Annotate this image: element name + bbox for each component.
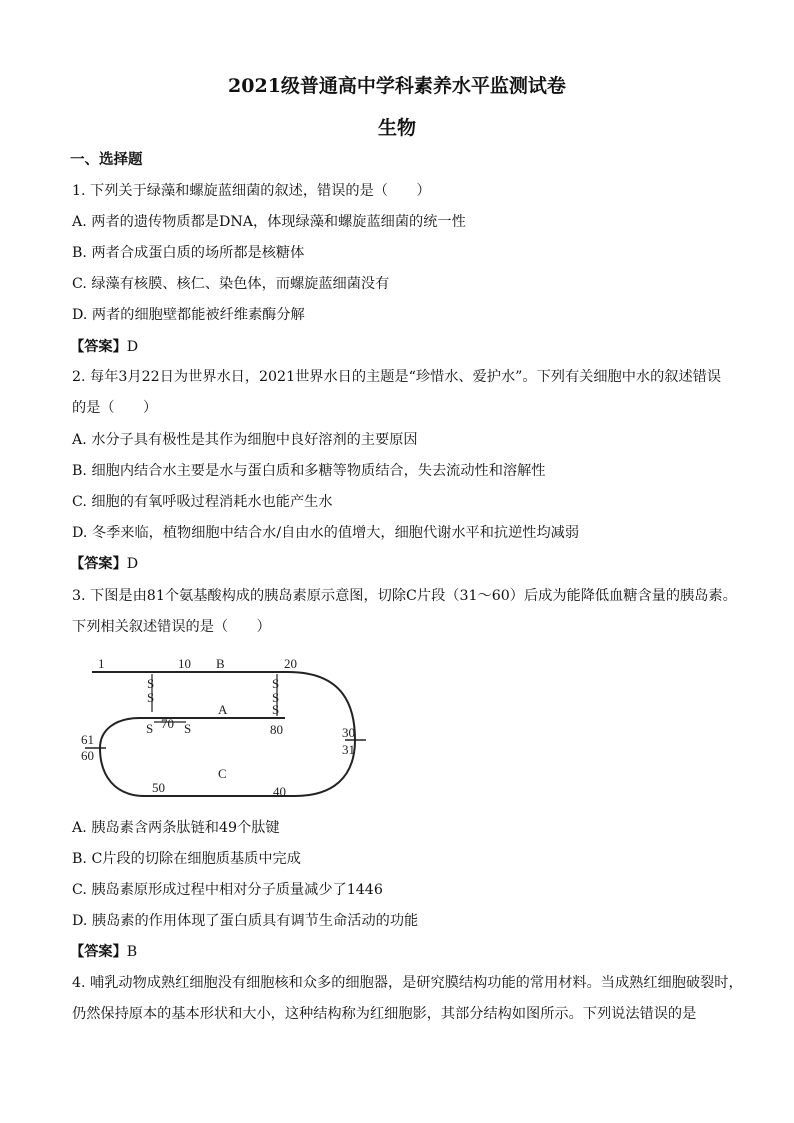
- question-3-option-b: B. C片段的切除在细胞质基质中完成: [72, 851, 301, 867]
- question-4-stem-line-1: 4. 哺乳动物成熟红细胞没有细胞核和众多的细胞器，是研究膜结构功能的常用材料。当成熟红细胞破裂时，: [72, 975, 743, 991]
- answer-value: B: [126, 944, 138, 960]
- chain-label-b: B: [216, 656, 225, 671]
- answer-value: D: [126, 339, 139, 355]
- question-2-answer: [70, 554, 138, 574]
- disulfide-bond-2: [272, 674, 279, 717]
- question-1-option-d: D. 两者的细胞壁都能被纤维素酶分解: [72, 307, 305, 323]
- question-3-answer: [70, 942, 137, 962]
- residue-label-61: 61: [81, 732, 94, 747]
- chain-label-a: A: [218, 702, 228, 717]
- question-3-stem-line-1: 3. 下图是由81个氨基酸构成的胰岛素原示意图，切除C片段（31～60）后成为能降低血糖含量的胰岛素。: [72, 588, 737, 604]
- question-3-option-d: D. 胰岛素的作用体现了蛋白质具有调节生命活动的功能: [72, 913, 419, 929]
- sulfur-label: S: [147, 690, 155, 705]
- residue-label-20: 20: [284, 656, 297, 671]
- answer-label: 【答案】: [70, 556, 127, 572]
- question-2-option-c: C. 细胞的有氧呼吸过程消耗水也能产生水: [72, 494, 333, 510]
- sulfur-label: S: [272, 690, 280, 705]
- chain-a-loop: [100, 718, 285, 748]
- question-3-option-a: A. 胰岛素含两条肽链和49个肽键: [72, 820, 280, 836]
- residue-label-10: 10: [178, 656, 191, 671]
- answer-label: 【答案】: [70, 944, 127, 960]
- question-2-stem-line-1: 2. 每年3月22日为世界水日，2021世界水日的主题是“珍惜水、爱护水”。下列有关细胞中水的叙述错误: [72, 369, 722, 385]
- residue-label-40: 40: [273, 784, 286, 799]
- answer-value: D: [126, 556, 139, 572]
- insulin-precursor-diagram: [70, 648, 370, 808]
- question-3-option-c: C. 胰岛素原形成过程中相对分子质量减少了1446: [72, 882, 383, 898]
- answer-label: 【答案】: [70, 339, 127, 355]
- residue-label-31: 31: [342, 742, 355, 757]
- sulfur-label: S: [272, 676, 280, 691]
- question-1-option-a: A. 两者的遗传物质都是DNA，体现绿藻和螺旋蓝细菌的统一性: [72, 214, 466, 230]
- question-2-stem-line-2: 的是（ ）: [72, 400, 158, 416]
- section-heading: 一、选择题: [70, 151, 143, 168]
- page-subtitle: 生物: [377, 117, 416, 139]
- question-4-stem-line-2: 仍然保持原本的基本形状和大小，这种结构称为红细胞影，其部分结构如图所示。下列说法错误的是: [72, 1006, 697, 1022]
- residue-label-70: 70: [161, 716, 174, 731]
- question-3-stem-line-2: 下列相关叙述错误的是（ ）: [72, 619, 271, 635]
- question-1-option-c: C. 绿藻有核膜、核仁、染色体，而螺旋蓝细菌没有: [72, 276, 390, 292]
- question-1-stem: 1. 下列关于绿藻和螺旋蓝细菌的叙述，错误的是（ ）: [72, 183, 431, 199]
- sulfur-label: S: [146, 721, 154, 736]
- question-2-option-b: B. 细胞内结合水主要是水与蛋白质和多糖等物质结合，失去流动性和溶解性: [72, 463, 546, 479]
- sulfur-label: S: [272, 702, 280, 717]
- chain-c-loop: [100, 672, 355, 796]
- disulfide-bond-1: [147, 674, 154, 712]
- sulfur-label: S: [184, 721, 192, 736]
- page-title: 2021级普通高中学科素养水平监测试卷: [228, 75, 566, 97]
- residue-label-60: 60: [81, 748, 94, 763]
- residue-label-30: 30: [342, 725, 355, 740]
- sulfur-label: S: [147, 676, 155, 691]
- residue-label-80: 80: [270, 722, 283, 737]
- question-1-option-b: B. 两者合成蛋白质的场所都是核糖体: [72, 245, 305, 261]
- residue-label-50: 50: [152, 780, 165, 795]
- question-2-option-a: A. 水分子具有极性是其作为细胞中良好溶剂的主要原因: [72, 432, 418, 448]
- question-2-option-d: D. 冬季来临，植物细胞中结合水/自由水的值增大，细胞代谢水平和抗逆性均减弱: [72, 525, 580, 541]
- chain-label-c: C: [218, 766, 227, 781]
- residue-label-1: 1: [98, 656, 105, 671]
- question-1-answer: [70, 337, 138, 357]
